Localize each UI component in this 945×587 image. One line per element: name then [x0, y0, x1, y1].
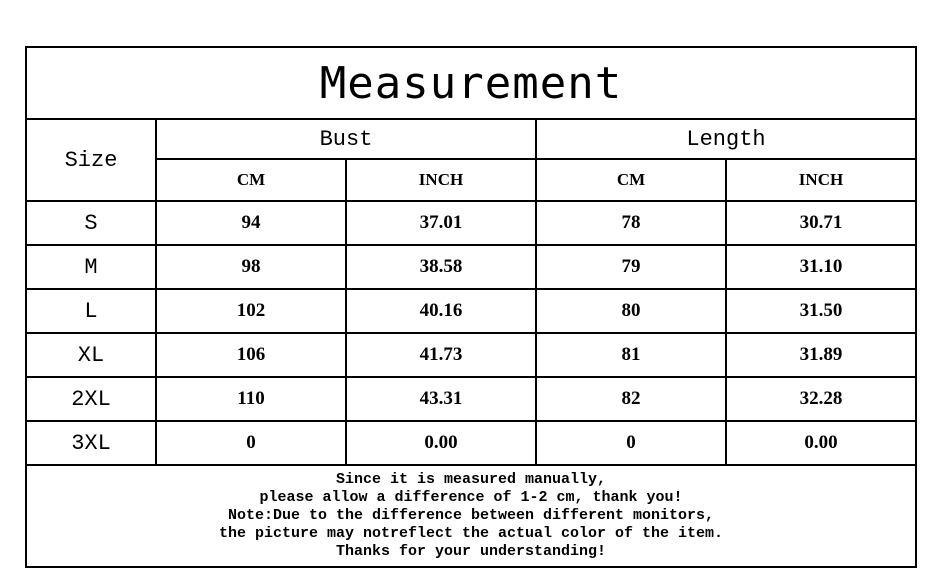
bust-cm-header: CM	[156, 159, 346, 201]
bust-inch-header: INCH	[346, 159, 536, 201]
length-inch-cell: 30.71	[726, 201, 916, 245]
bust-inch-cell: 40.16	[346, 289, 536, 333]
note-line: the picture may notreflect the actual color of the item.	[218, 525, 724, 542]
note-line: Thanks for your understanding!	[335, 543, 607, 560]
note-line: Since it is measured manually,	[335, 471, 607, 488]
size-cell: XL	[26, 333, 156, 377]
bust-cm-cell: 106	[156, 333, 346, 377]
length-cm-cell: 82	[536, 377, 726, 421]
size-header: Size	[26, 119, 156, 201]
size-chart-table	[25, 46, 917, 568]
bust-inch-cell: 43.31	[346, 377, 536, 421]
length-cm-cell: 79	[536, 245, 726, 289]
length-inch-cell: 31.10	[726, 245, 916, 289]
length-inch-cell: 31.89	[726, 333, 916, 377]
size-cell: 2XL	[26, 377, 156, 421]
note-line: please allow a difference of 1-2 cm, thank you!	[259, 489, 683, 506]
size-cell: 3XL	[26, 421, 156, 465]
length-inch-cell: 31.50	[726, 289, 916, 333]
length-cm-cell: 0	[536, 421, 726, 465]
table-title: Measurement	[26, 47, 916, 119]
bust-cm-cell: 94	[156, 201, 346, 245]
size-cell: M	[26, 245, 156, 289]
bust-header: Bust	[156, 119, 536, 159]
length-inch-header: INCH	[726, 159, 916, 201]
bust-inch-cell: 37.01	[346, 201, 536, 245]
size-cell: S	[26, 201, 156, 245]
length-cm-cell: 80	[536, 289, 726, 333]
length-cm-header: CM	[536, 159, 726, 201]
bust-cm-cell: 102	[156, 289, 346, 333]
bust-cm-cell: 98	[156, 245, 346, 289]
measurement-note	[26, 465, 916, 567]
size-cell: L	[26, 289, 156, 333]
bust-inch-cell: 0.00	[346, 421, 536, 465]
length-header: Length	[536, 119, 916, 159]
length-inch-cell: 0.00	[726, 421, 916, 465]
length-cm-cell: 78	[536, 201, 726, 245]
length-inch-cell: 32.28	[726, 377, 916, 421]
length-cm-cell: 81	[536, 333, 726, 377]
bust-cm-cell: 0	[156, 421, 346, 465]
bust-inch-cell: 41.73	[346, 333, 536, 377]
bust-cm-cell: 110	[156, 377, 346, 421]
bust-inch-cell: 38.58	[346, 245, 536, 289]
note-line: Note:Due to the difference between different monitors,	[227, 507, 715, 524]
